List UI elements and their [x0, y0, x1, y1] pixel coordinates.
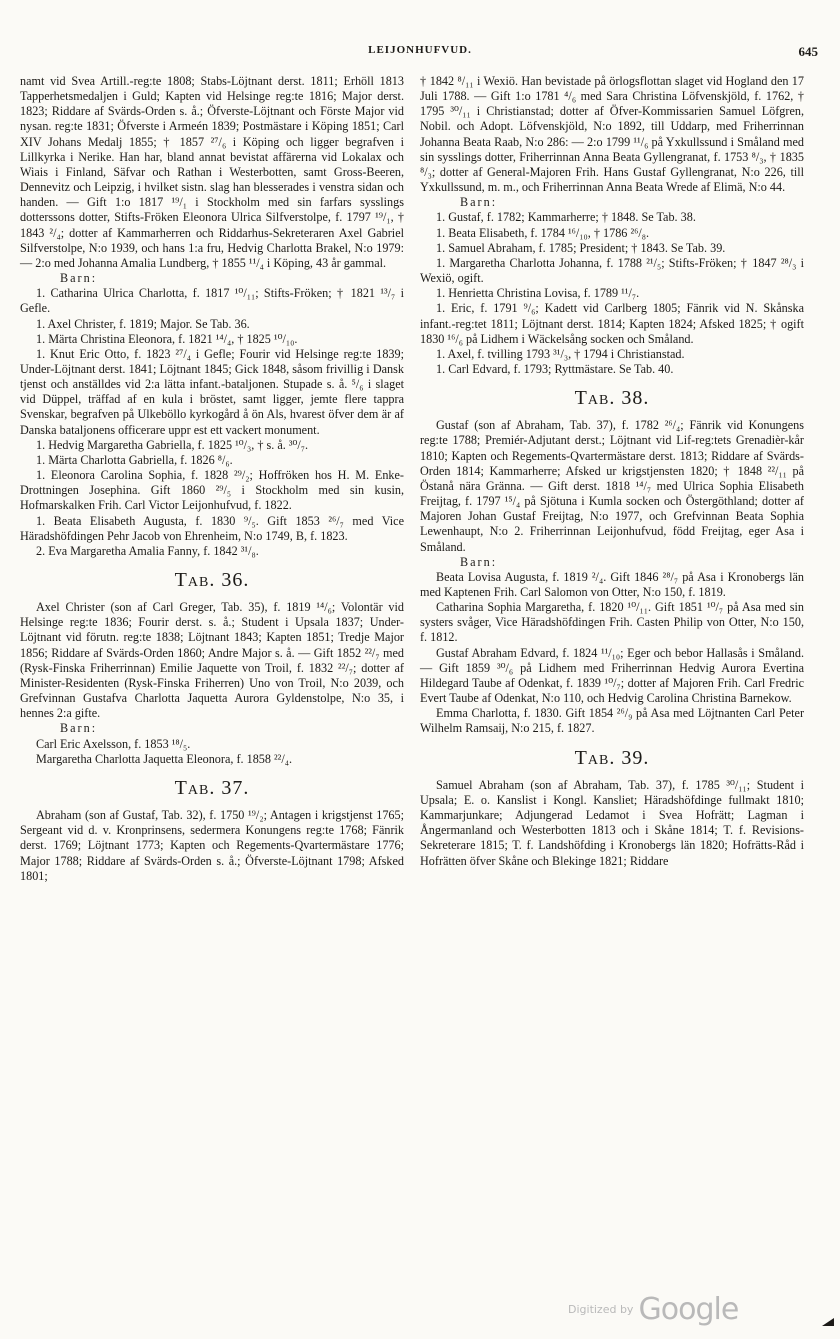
- entry-paragraph: Abraham (son af Gustaf, Tab. 32), f. 1750 ¹⁹/₂; Antagen i krigstjenst 1765; Sergeant vid d. v. Kronprinsens, sedermera Konungens reg:te 1768; Fänrik derst. 1769; Löjtnant 1773; Kapten och Regements-Qvartermästare 1776; Major 1788; Riddare af Svärds-Orden s. å.; Öfverste-Löjtnant 1798; Afsked 1801;: [20, 808, 404, 883]
- child-entry: Catharina Sophia Margaretha, f. 1820 ¹⁰/₁₁. Gift 1851 ¹⁰/₇ på Asa med sin systers svåger, Vice Häradshöfdingen Frih. Casten Philip von Otter, N:o 150, f. 1812.: [420, 600, 804, 645]
- children-heading: Barn:: [460, 195, 498, 210]
- digitized-by-google-watermark: [568, 1292, 738, 1327]
- child-entry: Gustaf Abraham Edvard, f. 1824 ¹¹/₁₀; Eger och bebor Hallasås i Småland. — Gift 1859 ³⁰/₆ på Lidhem med Friherrinnan Hedvig Aurora Evertina Hildegard Taube af Odenkat, f. 1839 ¹⁰/₇; dotter af Majoren Frih. Carl Fredric Evert Taube af Odenkat, N:o 110, och Hedvig Carolina Christina Barnekow.: [420, 645, 804, 706]
- child-entry: 1. Axel Christer, f. 1819; Major. Se Tab. 36.: [36, 316, 250, 331]
- child-entry: 1. Eleonora Carolina Sophia, f. 1828 ²⁹/₂; Hoffröken hos H. M. Enke-Drottningen Josephina. Gift 1860 ²⁹/₅ i Stockholm med sin kusin, Hofmarskalken Frih. Carl Victor Leijonhufvud, f. 1822.: [20, 468, 404, 513]
- running-title: LEIJONHUFVUD.: [368, 44, 472, 56]
- child-entry: Emma Charlotta, f. 1830. Gift 1854 ²⁶/₉ på Asa med Löjtnanten Carl Peter Wilhelm Ramsaij, N:o 215, f. 1827.: [420, 706, 804, 736]
- child-entry: 1. Beata Elisabeth, f. 1784 ¹⁶/₁₀, † 1786 ²⁶/₈.: [436, 225, 650, 240]
- right-column: [420, 74, 804, 869]
- page-number: 645: [798, 44, 818, 59]
- child-entry: 1. Axel, f. tvilling 1793 ³¹/₃, † 1794 i Christianstad.: [436, 346, 685, 361]
- table-heading-38: Tab. 38.: [574, 387, 650, 410]
- entry-paragraph: Gustaf (son af Abraham, Tab. 37), f. 1782 ²⁶/₄; Fänrik vid Konungens reg:te 1788; Premiér-Adjutant derst.; Löjtnant vid Lif-reg:tets Grenadièr-kår 1810; Kapten och Regements-Qvartermästare derst. 1813; Riddare af Svärds-Orden 1814; Kammarherre; Afsked ur krigstjensten 1820; † 1848 ²²/₁₁ på Östanå nära Gränna. — Gift derst. 1818 ¹⁴/₇ med Ulrica Sophia Elisabeth Freijtag, f. 1797 ¹⁵/₄ på Sjötuna i Kumla socken och Östergöthland; dotter af Majoren Johan Gustaf Freijtag, N:o 1977, och Grefvinnan Beata Sophia Lewenhaupt, N:o 2. Friherrinnan Leijonhufvud, född Freijtag, eger Asa i Småland.: [420, 418, 804, 554]
- child-entry: Beata Lovisa Augusta, f. 1819 ²/₄. Gift 1846 ²⁸/₇ på Asa i Kronobergs län med Kaptenen Frih. Carl Salomon von Otter, N:o 150, f. 1819.: [420, 569, 804, 599]
- child-entry: 1. Samuel Abraham, f. 1785; President; † 1843. Se Tab. 39.: [436, 240, 726, 255]
- entry-paragraph: namt vid Svea Artill.-reg:te 1808; Stabs-Löjtnant derst. 1811; Erhöll 1813 Tapperhetsmedaljen i Guld; Kapten vid Helsinge reg:te 1816; Major derst. 1823; Riddare af Svärds-Orden s. å.; Öfverste-Löjtnant och Förste Major vid nysan. reg:te 1831; Öfverste i Armeén 1839; Postmästare i Köping 1851; Carl XIV Johans Medalj 1855; † 1857 ²⁷/₆ i Köping och ligger begrafven i Lillkyrka i Nerike. Han har, bland annat bevistat affärerna vid Lokalax och Wiais i Finland, Säfvar och Rathan i Westerbotten, samt Gross-Beeren, Dennevitz och Leipzig, i hvilket sistn. slag han blesserades i venstra sidan och handen. — Gift 1:o 1817 ¹⁹/₁ i Stockholm med sin farfars sysslings dotterssons dotter, Stifts-Fröken Eleonora Ulrica Silfverstolpe, f. 1797 ¹⁹/₁, † 1843 ²/₄; dotter af Kammarherren och Riddarhus-Sekreteraren Axel Gabriel Silfverstolpe, N:o 1939, och hans 1:a fru, Hedvig Charlotta Brakel, N:o 1979: — 2:o med Johanna Amalia Lundberg, † 1855 ¹¹/₄ i Köping, 43 år gammal.: [20, 74, 404, 270]
- child-entry: 1. Eric, f. 1791 ⁹/₆; Kadett vid Carlberg 1805; Fänrik vid N. Skånska infant.-reg:tet 1811; Löjtnant derst. 1814; Kapten 1824; Afsked 1825; † ogift 1830 ¹⁶/₆ på Lidhem i Wäckelsång socken och Småland.: [420, 301, 804, 346]
- child-entry: 2. Eva Margaretha Amalia Fanny, f. 1842 ³¹/₈.: [36, 543, 259, 558]
- table-heading-39: Tab. 39.: [574, 746, 650, 769]
- child-entry: 1. Henrietta Christina Lovisa, f. 1789 ¹¹/₇.: [436, 286, 640, 301]
- children-heading: Barn:: [60, 271, 98, 286]
- child-entry: Carl Eric Axelsson, f. 1853 ¹⁸/₅.: [36, 736, 191, 751]
- table-heading-36: Tab. 36.: [174, 569, 250, 591]
- child-entry: 1. Beata Elisabeth Augusta, f. 1830 ⁹/₅. Gift 1853 ²⁶/₇ med Vice Häradshöfdingen Pehr Jacob von Ehrenheim, N:o 1749, B, f. 1823.: [20, 513, 404, 543]
- entry-paragraph: Samuel Abraham (son af Abraham, Tab. 37), f. 1785 ³⁰/₁₁; Student i Upsala; E. o. Kanslist i Kongl. Kansliet; Häradshöfdinge fullmakt 1810; Kammarjunkare; Adjungerad Ledamot i Svea Hofrätt; Lagman i Ångermanland och Westerbotten 1813 och i Skåne 1814; T. f. Revisions-Sekreterare 1815; T. f. Landshöfding i Kronobergs län 1820; Hofrätts-Råd i Hofrätten öfver Skåne och Blekinge 1821; Riddare: [420, 777, 804, 868]
- entry-paragraph: † 1842 ⁸/₁₁ i Wexiö. Han bevistade på örlogsflottan slaget vid Hogland den 17 Juli 1788. — Gift 1:o 1781 ⁴/₆ med Sara Christina Löfvenskjöld, f. 1762, † 1795 ³⁰/₁₁ i Christianstad; dotter af Öfver-Kommissarien Samuel Löfgren, Nobil. och Adopt. Löfvenskjöld, N:o 1892, till Uddarp, med Friherrinnan Johanna Beata Raab, N:o 286: — 2:o 1799 ¹¹/₆ på Yxkullssund i Småland med sin sysslings dotter, Friherrinnan Anna Beata Gyllengranat, f. 1753 ⁸/₃, † 1835 ⁸/₃; dotter af General-Majoren Frih. Hans Gustaf Gyllengranat, N:o 226, till Yxkullssund, m. m., och Friherrinnan Anna Beata Wrede af Elimä, N:o 44.: [420, 74, 804, 195]
- digitized-label: Digitized by: [568, 1303, 634, 1316]
- children-heading: Barn:: [460, 554, 498, 569]
- scan-corner-mark-icon: [822, 1318, 834, 1326]
- table-heading-37: Tab. 37.: [174, 776, 250, 799]
- child-entry: 1. Margaretha Charlotta Johanna, f. 1788 ²¹/₅; Stifts-Fröken; † 1847 ²⁸/₃ i Wexiö, ogift.: [420, 255, 804, 286]
- child-entry: 1. Märta Charlotta Gabriella, f. 1826 ⁸/₆.: [36, 452, 233, 467]
- child-entry: 1. Gustaf, f. 1782; Kammarherre; † 1848. Se Tab. 38.: [436, 210, 696, 225]
- child-entry: 1. Catharina Ulrica Charlotta, f. 1817 ¹⁰/₁₁; Stifts-Fröken; † 1821 ¹³/₇ i Gefle.: [20, 286, 404, 316]
- child-entry: 1. Hedvig Margaretha Gabriella, f. 1825 ¹⁰/₃, † s. å. ³⁰/₇.: [36, 437, 309, 452]
- child-entry: 1. Carl Edvard, f. 1793; Ryttmästare. Se Tab. 40.: [436, 361, 674, 376]
- children-heading: Barn:: [60, 721, 98, 736]
- entry-paragraph: Axel Christer (son af Carl Greger, Tab. 35), f. 1819 ¹⁴/₆; Volontär vid Helsinge reg:te 1836; Fourir derst. s. å.; Student i Upsala 1837; Under-Löjtnant vid förutn. reg:te 1838; Löjtnant 1843; Kapten 1851; Tredje Major 1856; Riddare af Svärds-Orden 1860; Andre Major s. å. — Gift 1852 ²²/₇ med (Rysk-Finska Friherrinnan) Emilie Jaquette von Troil, f. 1832 ²²/₇; dotter af Minister-Residenten (Rysk-Finska Friherren) Uno von Troil, N:o 2039, och Grefvinnan Gustafva Charlotta Jaquetta Aurora Gyldenstolpe, N:o 35, i hennes 2:a gifte.: [20, 600, 404, 721]
- left-column: [20, 74, 404, 884]
- child-entry: Margaretha Charlotta Jaquetta Eleonora, f. 1858 ²²/₄.: [36, 751, 293, 766]
- child-entry: 1. Märta Christina Eleonora, f. 1821 ¹⁴/₄, † 1825 ¹⁰/₁₀.: [36, 331, 298, 346]
- google-logo: Google: [638, 1292, 739, 1327]
- child-entry: 1. Knut Eric Otto, f. 1823 ²⁷/₄ i Gefle; Fourir vid Helsinge reg:te 1839; Under-Löjtnant derst. 1841; Löjtnant 1845; Gick 1848, såsom frivillig i Dansk tjenst och anställdes vid 2:a lätta infant.-bataljonen. Stupade s. å. ⁵/₆ i slaget vid Düppel, träffad af en kula i bröstet, samt ligger, jemte flere tappra Svenskar, begrafven på Ulkeböllo kyrkogård å ön Als, hvarest öfver dem är af Danska bataljonens officerare uppr est ett vackert monument.: [20, 346, 404, 437]
- running-head: [0, 44, 840, 64]
